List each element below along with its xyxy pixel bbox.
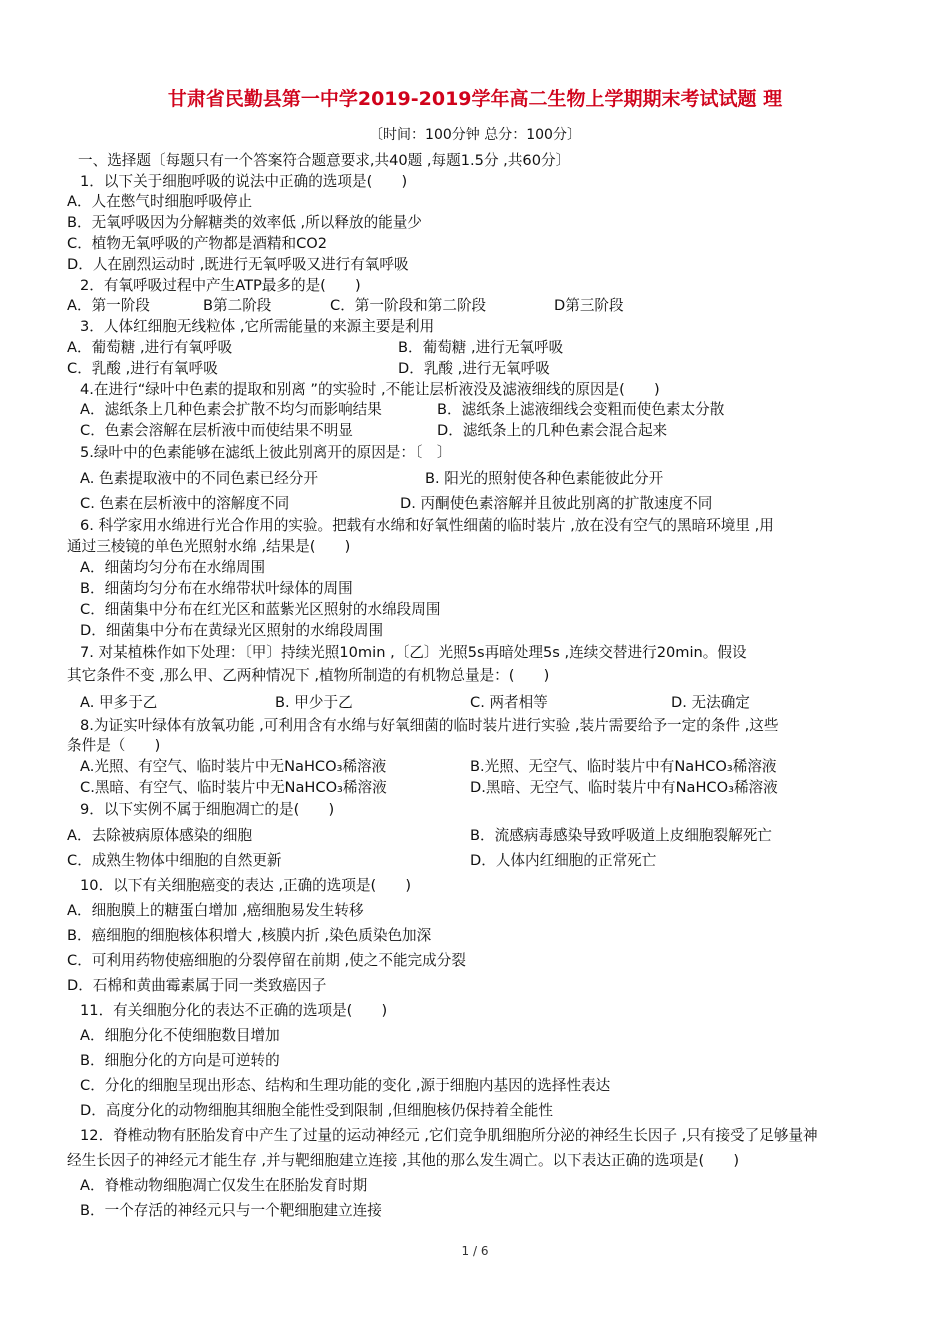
question-6-option-d: D．细菌集中分布在黄绿光区照射的水绵段周围 (80, 622, 384, 639)
question-10-stem: 10．以下有关细胞癌变的表达 ,正确的选项是( ) (80, 877, 412, 894)
question-3-stem: 3．人体红细胞无线粒体 ,它所需能量的来源主要是利用 (80, 318, 435, 335)
question-9-option-b: B．流感病毒感染导致呼吸道上皮细胞裂解死亡 (470, 827, 772, 844)
question-12-option-a: A．脊椎动物细胞凋亡仅发生在胚胎发育时期 (80, 1177, 368, 1194)
question-11-option-a: A．细胞分化不使细胞数目增加 (80, 1027, 280, 1044)
question-6-option-b: B．细菌均匀分布在水绵带状叶绿体的周围 (80, 580, 353, 597)
question-8-stem-line-2: 条件是（ ) (67, 737, 161, 754)
question-1-option-d: D．人在剧烈运动时 ,既进行无氧呼吸又进行有氧呼吸 (67, 256, 409, 273)
question-9-stem: 9．以下实例不属于细胞凋亡的是( ) (80, 801, 335, 818)
question-2-option-b: B第二阶段 (203, 297, 272, 314)
question-2-option-d: D第三阶段 (554, 297, 624, 314)
question-6-option-c: C．细菌集中分布在红光区和蓝紫光区照射的水绵段周围 (80, 601, 441, 618)
question-4-option-d: D．滤纸条上的几种色素会混合起来 (437, 422, 668, 439)
question-8-stem-line-1: 8.为证实叶绿体有放氧功能 ,可利用含有水绵与好氧细菌的临时装片进行实验 ,装片需要给予一定的条件 ,这些 (80, 717, 779, 734)
question-11-stem: 11．有关细胞分化的表达不正确的选项是( ) (80, 1002, 388, 1019)
question-11-option-d: D．高度分化的动物细胞其细胞全能性受到限制 ,但细胞核仍保持着全能性 (80, 1102, 553, 1119)
question-3-option-a: A．葡萄糖 ,进行有氧呼吸 (67, 339, 233, 356)
question-12-stem-line-1: 12．脊椎动物有胚胎发育中产生了过量的运动神经元 ,它们竞争肌细胞所分泌的神经生长因子 ,只有接受了足够量神 (80, 1127, 818, 1144)
question-8-option-d: D.黑暗、无空气、临时装片中有NaHCO₃稀溶液 (470, 779, 778, 796)
question-7-option-c: C. 两者相等 (470, 694, 548, 711)
question-10-option-a: A．细胞膜上的糖蛋白增加 ,癌细胞易发生转移 (67, 902, 364, 919)
question-12-option-b: B．一个存活的神经元只与一个靶细胞建立连接 (80, 1202, 382, 1219)
question-6-stem-line-1: 6. 科学家用水绵进行光合作用的实验。把载有水绵和好氧性细菌的临时装片 ,放在没有空气的黑暗环境里 ,用 (80, 517, 774, 534)
question-5-option-c: C. 色素在层析液中的溶解度不同 (80, 495, 290, 512)
question-2-option-c: C．第一阶段和第二阶段 (330, 297, 487, 314)
document-title: 甘肃省民勤县第一中学2019-2019学年高二生物上学期期末考试试题 理 (167, 88, 783, 110)
question-5-option-b: B. 阳光的照射使各种色素能彼此分开 (425, 470, 664, 487)
question-7-option-d: D. 无法确定 (671, 694, 750, 711)
question-8-option-b: B.光照、无空气、临时装片中有NaHCO₃稀溶液 (470, 758, 777, 775)
question-4-stem: 4.在进行“绿叶中色素的提取和别离 ”的实验时 ,不能让层析液没及滤液细线的原因是( ) (80, 381, 660, 398)
question-4-option-a: A．滤纸条上几种色素会扩散不均匀而影响结果 (80, 401, 382, 418)
question-10-option-d: D．石棉和黄曲霉素属于同一类致癌因子 (67, 977, 327, 994)
question-3-option-d: D．乳酸 ,进行无氧呼吸 (398, 360, 550, 377)
question-7-stem-line-1: 7. 对某植株作如下处理：〔甲〕持续光照10min ,〔乙〕光照5s再暗处理5s ,连续交替进行20min。假设 (80, 644, 747, 661)
question-4-option-c: C．色素会溶解在层析液中而使结果不明显 (80, 422, 353, 439)
question-8-option-a: A.光照、有空气、临时装片中无NaHCO₃稀溶液 (80, 758, 387, 775)
question-6-option-a: A．细菌均匀分布在水绵周围 (80, 559, 266, 576)
question-9-option-a: A．去除被病原体感染的细胞 (67, 827, 253, 844)
question-5-option-d: D. 丙酮使色素溶解并且彼此别离的扩散速度不同 (400, 495, 713, 512)
page-number: 1 / 6 (461, 1244, 489, 1258)
question-2-stem: 2．有氧呼吸过程中产生ATP最多的是( ) (80, 277, 361, 294)
question-8-option-c: C.黑暗、有空气、临时装片中无NaHCO₃稀溶液 (80, 779, 387, 796)
question-2-option-a: A．第一阶段 (67, 297, 150, 314)
question-10-option-b: B．癌细胞的细胞核体积增大 ,核膜内折 ,染色质染色加深 (67, 927, 432, 944)
question-7-option-b: B. 甲少于乙 (275, 694, 353, 711)
exam-meta: 〔时间：100分钟 总分：100分〕 (369, 127, 581, 143)
question-7-option-a: A. 甲多于乙 (80, 694, 158, 711)
question-5-stem: 5.绿叶中的色素能够在滤纸上彼此别离开的原因是：〔 〕 (80, 444, 452, 461)
question-11-option-b: B．细胞分化的方向是可逆转的 (80, 1052, 280, 1069)
question-1-option-c: C．植物无氧呼吸的产物都是酒精和CO2 (67, 235, 328, 252)
question-6-stem-line-2: 通过三棱镜的单色光照射水绵 ,结果是( ) (67, 538, 351, 555)
question-9-option-d: D．人体内红细胞的正常死亡 (470, 852, 657, 869)
question-1-option-b: B．无氧呼吸因为分解糖类的效率低 ,所以释放的能量少 (67, 214, 422, 231)
question-5-option-a: A. 色素提取液中的不同色素已经分开 (80, 470, 318, 487)
section-heading: 一、选择题〔每题只有一个答案符合题意要求,共40题 ,每题1.5分 ,共60分〕 (78, 152, 571, 169)
question-7-stem-line-2: 其它条件不变 ,那么甲、乙两种情况下 ,植物所制造的有机物总量是：( ) (67, 667, 550, 684)
question-3-option-c: C．乳酸 ,进行有氧呼吸 (67, 360, 218, 377)
question-1-stem: 1．以下关于细胞呼吸的说法中正确的选项是( ) (80, 173, 408, 190)
question-4-option-b: B．滤纸条上滤液细线会变粗而使色素太分散 (437, 401, 725, 418)
question-1-option-a: A．人在憋气时细胞呼吸停止 (67, 193, 253, 210)
question-11-option-c: C．分化的细胞呈现出形态、结构和生理功能的变化 ,源于细胞内基因的选择性表达 (80, 1077, 611, 1094)
question-3-option-b: B．葡萄糖 ,进行无氧呼吸 (398, 339, 564, 356)
question-12-stem-line-2: 经生长因子的神经元才能生存 ,并与靶细胞建立连接 ,其他的那么发生凋亡。以下表达正确的选项是( ) (67, 1152, 740, 1169)
question-9-option-c: C．成熟生物体中细胞的自然更新 (67, 852, 282, 869)
question-10-option-c: C．可利用药物使癌细胞的分裂停留在前期 ,使之不能完成分裂 (67, 952, 466, 969)
